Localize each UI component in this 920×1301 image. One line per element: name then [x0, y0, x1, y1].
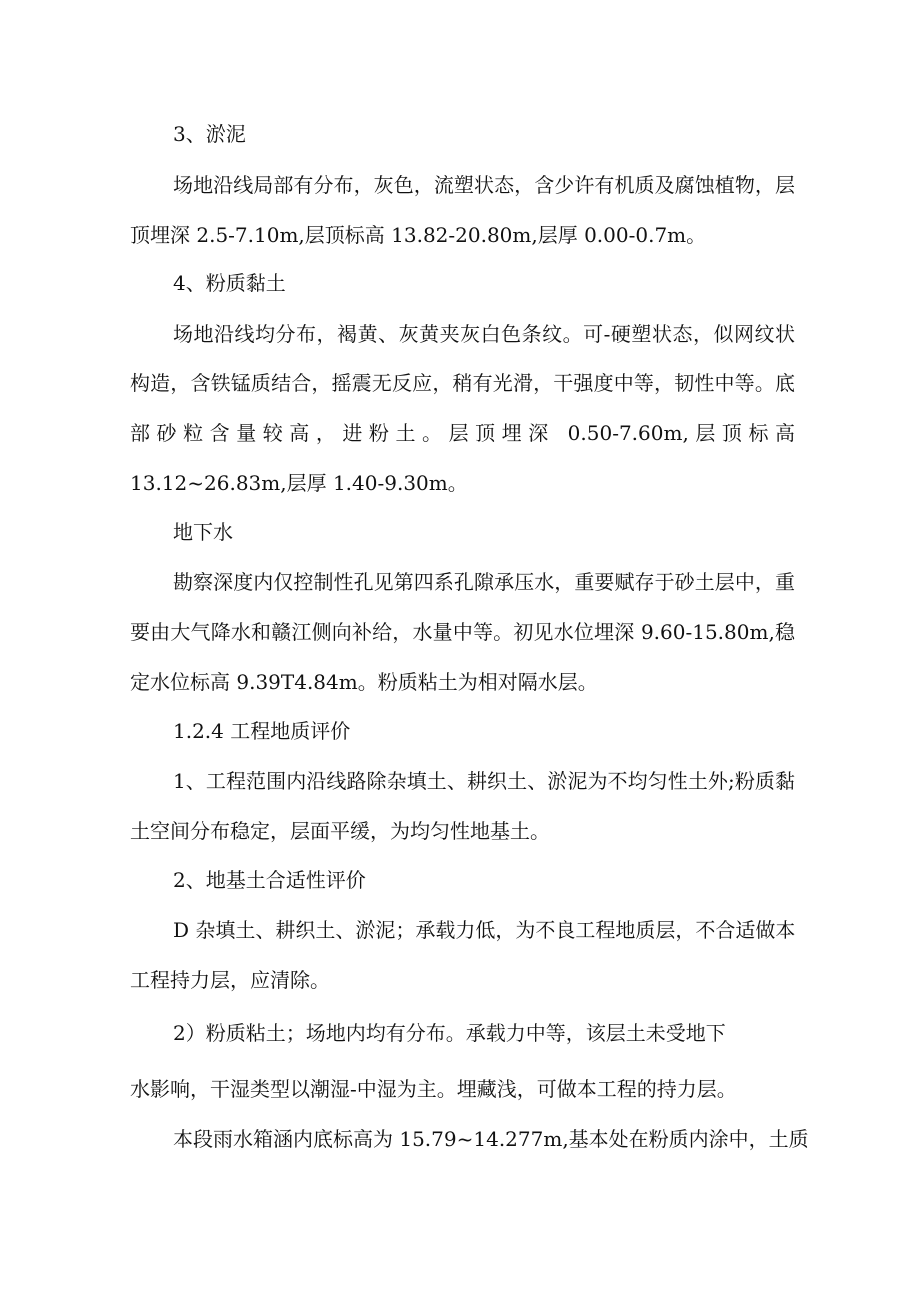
- subsection-heading: 2、地基土合适性评价: [173, 868, 366, 892]
- paragraph-line: 要由大气降水和赣江侧向补给，水量中等。初见水位埋深 9.60-15.80m,稳: [130, 620, 795, 644]
- paragraph-line: 场地沿线均分布，褐黄、灰黄夹灰白色条纹。可-硬塑状态，似网纹状: [173, 322, 795, 346]
- paragraph-line: 部砂粒含量较高，进粉土。层顶埋深 0.50-7.60m,层顶标高: [130, 421, 795, 445]
- heading-silt: 3、淤泥: [173, 122, 246, 146]
- paragraph-line: 顶埋深 2.5-7.10m,层顶标高 13.82-20.80m,层厚 0.00-0.7m。: [130, 223, 707, 247]
- paragraph-line: 水影响，干湿类型以潮湿-中湿为主。埋藏浅，可做本工程的持力层。: [130, 1077, 737, 1101]
- paragraph-line: 场地沿线局部有分布，灰色，流塑状态，含少许有机质及腐蚀植物，层: [173, 173, 795, 197]
- paragraph-line: 13.12~26.83m,层厚 1.40-9.30m。: [130, 471, 468, 495]
- paragraph-line: D 杂填土、耕织土、淤泥；承载力低，为不良工程地质层，不合适做本: [173, 918, 796, 942]
- paragraph-line: 工程持力层，应清除。: [130, 968, 330, 992]
- paragraph-line: 构造，含铁锰质结合，摇震无反应，稍有光滑，干强度中等，韧性中等。底: [130, 371, 795, 395]
- heading-silty-clay: 4、粉质黏土: [173, 271, 286, 295]
- paragraph-line: 2）粉质粘土；场地内均有分布。承载力中等，该层土未受地下: [173, 1021, 726, 1045]
- paragraph-line: 本段雨水箱涵内底标高为 15.79~14.277m,基本处在粉质内涂中，土质: [173, 1127, 809, 1151]
- heading-groundwater: 地下水: [173, 520, 233, 544]
- paragraph-line: 土空间分布稳定，层面平缓，为均匀性地基土。: [130, 819, 550, 843]
- section-heading: 1.2.4 工程地质评价: [173, 719, 351, 743]
- paragraph-line: 定水位标高 9.39T4.84m。粉质粘土为相对隔水层。: [130, 670, 598, 694]
- paragraph-line: 勘察深度内仅控制性孔见第四系孔隙承压水，重要赋存于砂土层中，重: [173, 570, 795, 594]
- paragraph-line: 1、工程范围内沿线路除杂填土、耕织土、淤泥为不均匀性土外;粉质黏: [173, 769, 795, 793]
